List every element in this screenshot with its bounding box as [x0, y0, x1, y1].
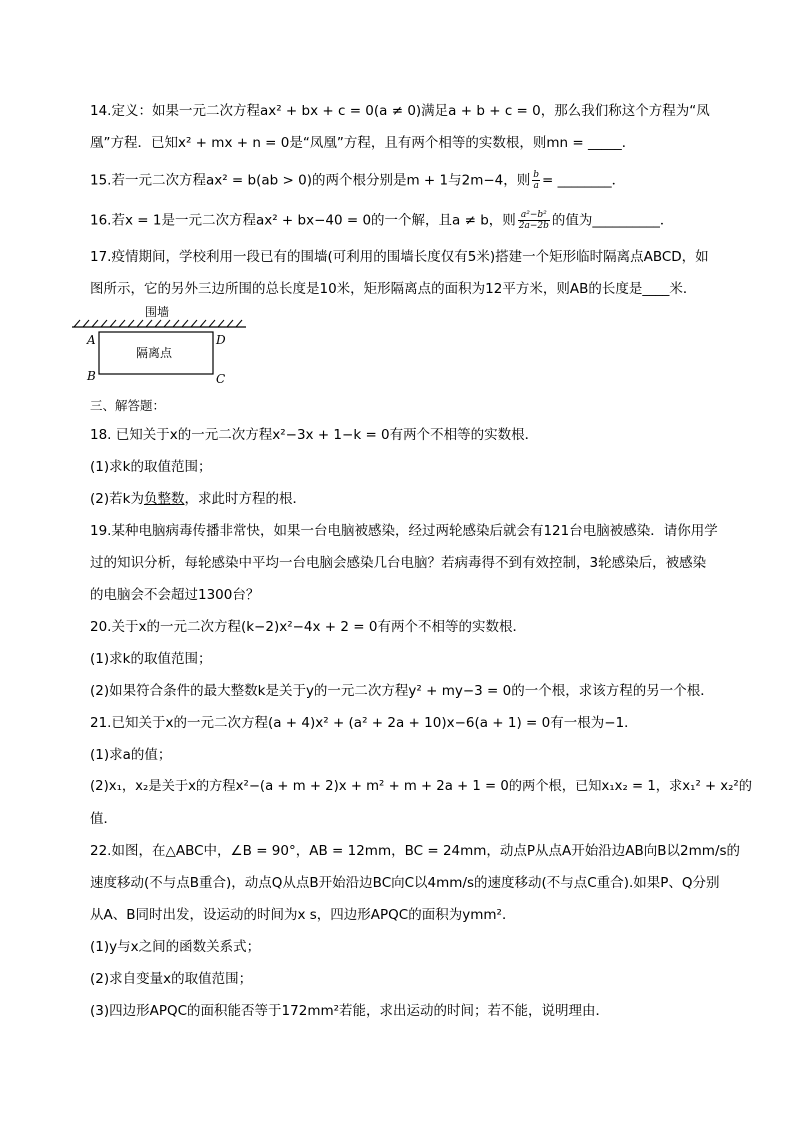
q18-part2-end: ，求此时方程的根． [184, 491, 306, 507]
q21-line-4: 值． [90, 811, 117, 827]
q22-line-3: 从A、B同时出发，设运动的时间为x s，四边形APQC的面积为ymm²． [90, 907, 516, 923]
q15-fraction [532, 170, 540, 191]
wall-hatching [74, 320, 242, 327]
q16-frac-num: a²−b² [518, 210, 550, 221]
q22-line-1: 22.如图，在△ABC中，∠B = 90°，AB = 12mm，BC = 24mm，动点P从点A开始沿边AB向B以2mm/s的 [90, 843, 741, 859]
section-heading: 三、解答题： [90, 398, 166, 413]
q15-frac-den: a [533, 181, 539, 191]
q18-part2-text: (2)若k为 [90, 491, 144, 507]
q20-line-1: 20.关于x的一元二次方程(k−2)x²−4x + 2 = 0有两个不相等的实数根． [90, 619, 526, 635]
q19-line-1: 19.某种电脑病毒传播非常快，如果一台电脑被感染，经过两轮感染后就会有121台电脑被感染．请你用学 [90, 523, 718, 539]
q15-frac-num: b [533, 170, 540, 180]
q21-line-1: 21.已知关于x的一元二次方程(a + 4)x² + (a² + 2a + 10)x−6(a + 1) = 0有一根为−1． [90, 715, 638, 731]
q19-line-2: 过的知识分析，每轮感染中平均一台电脑会感染几台电脑？若病毒得不到有效控制，3轮感染后，被感染 [90, 555, 707, 571]
q19-line-3: 的电脑会不会超过1300台？ [90, 587, 260, 603]
q22-line-5: (2)求自变量x的取值范围； [90, 971, 253, 987]
vertex-a: A [87, 333, 96, 347]
vertex-b: B [87, 369, 96, 383]
q18-line-2: (1)求k的取值范围； [90, 459, 212, 475]
q15-line [90, 170, 625, 191]
q22-line-4: (1)y与x之间的函数关系式； [90, 939, 261, 955]
q17-line-2: 图所示，它的另外三边所围的总长度是10米，矩形隔离点的面积为12平方米，则AB的长度是____米． [90, 281, 697, 297]
q22-line-2: 速度移动(不与点B重合)，动点Q从点B开始沿边BC向C以4mm/s的速度移动(不与点C重合).如果P、Q分别 [90, 875, 720, 891]
rect-label: 隔离点 [136, 346, 173, 360]
vertex-c: C [216, 372, 226, 386]
wall-rectangle-figure [70, 305, 270, 390]
q14-line-1: 14.定义：如果一元二次方程ax² + bx + c = 0(a ≠ 0)满足a + b + c = 0，那么我们称这个方程为“凤 [90, 103, 710, 119]
q21-line-2: (1)求a的值； [90, 747, 172, 763]
q18-line-3 [90, 489, 306, 509]
q18-underlined-term: 负整数 [143, 491, 185, 507]
q21-line-3: (2)x₁，x₂是关于x的方程x²−(a + m + 2)x + m² + m + 2a + 1 = 0的两个根，已知x₁x₂ = 1，求x₁² + x₂²的 [90, 779, 752, 794]
q20-line-3: (2)如果符合条件的最大整数k是关于y的一元二次方程y² + my−3 = 0的一个根，求该方程的另一个根． [90, 683, 714, 699]
q17-line-1: 17.疫情期间，学校利用一段已有的围墙(可利用的围墙长度仅有5米)搭建一个矩形临时隔离点ABCD，如 [90, 249, 709, 265]
q14-line-2: 凰”方程．已知x² + mx + n = 0是“凤凰”方程，且有两个相等的实数根，则mn = _____． [90, 135, 636, 151]
vertex-d: D [216, 333, 226, 347]
q16-line [90, 210, 673, 231]
wall-label: 围墙 [145, 305, 170, 319]
q22-line-6: (3)四边形APQC的面积能否等于172mm²若能，求出运动的时间；若不能，说明理由． [90, 1003, 610, 1019]
q16-blank: 的值为__________． [551, 212, 674, 229]
q18-line-1: 18. 已知关于x的一元二次方程x²−3x + 1−k = 0有两个不相等的实数根． [90, 427, 539, 443]
q20-line-2: (1)求k的取值范围； [90, 651, 212, 667]
q15-blank: = ________． [542, 172, 626, 189]
q16-text: 16.若x = 1是一元二次方程ax² + bx−40 = 0的一个解，且a ≠ b，则 [90, 212, 516, 229]
q16-fraction [518, 210, 550, 231]
q16-frac-den: 2a−2b [518, 221, 549, 231]
q15-text: 15.若一元二次方程ax² = b(ab > 0)的两个根分别是m + 1与2m−4，则 [90, 172, 531, 189]
